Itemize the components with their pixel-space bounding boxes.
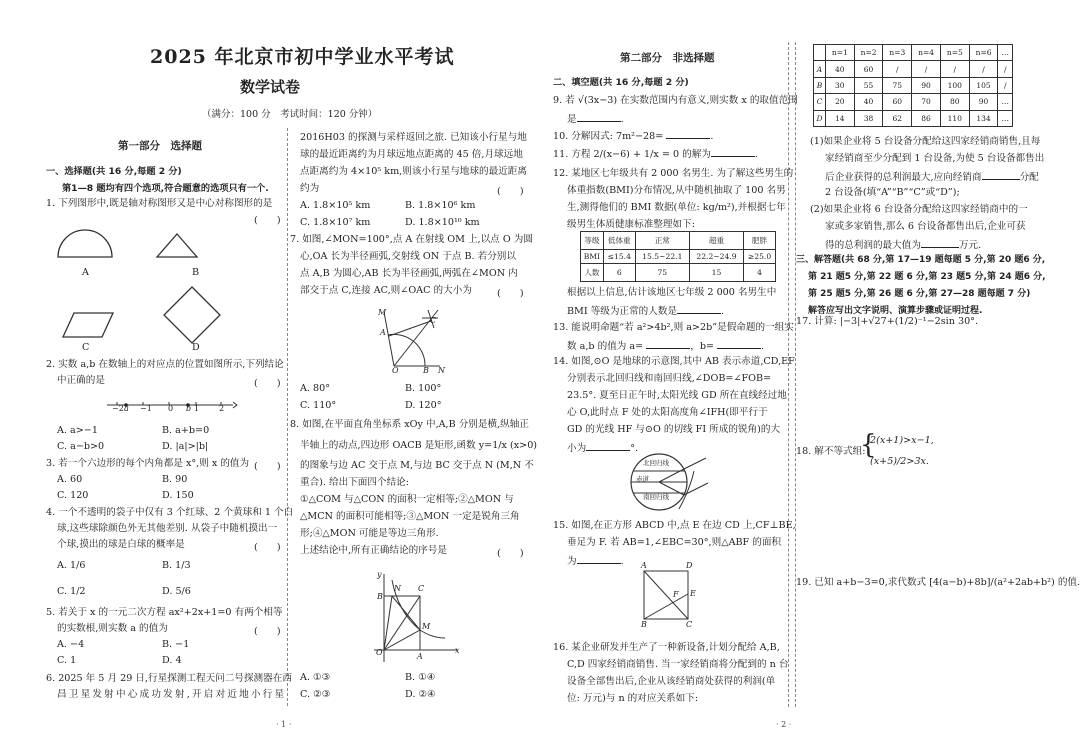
q19-answer-area[interactable]	[796, 598, 1066, 698]
q16-2-line1: (2)如果企业将 6 台设备分配给这四家经销商中的一	[810, 204, 1028, 215]
q14-stem-line2: 分别表示北回归线和南回归线,∠DOB=∠FOB=	[567, 373, 772, 384]
exam-subtitle: 数学试卷	[240, 78, 301, 96]
q5-stem-line1: 5. 若关于 x 的一元二次方程 ax²+2x+1=0 有两个相等	[46, 607, 283, 618]
q9-answer-blank[interactable]	[577, 112, 621, 122]
profit-cell: 70	[912, 94, 941, 110]
bmi-table-header	[581, 232, 776, 250]
q8-stem-line5: ①△COM 与△CON 的面积一定相等;②△MON 与	[300, 494, 514, 505]
section1-instruction: 第1—8 题均有四个选项,符合题意的选项只有一个.	[62, 183, 269, 194]
q12-after-line1: 根据以上信息,估计该地区七年级 2 000 名男生中	[567, 287, 777, 298]
question-11: 11. 方程 2/(x−6) + 1/x = 0 的解为 .	[553, 149, 758, 160]
q11-answer-blank[interactable]	[711, 147, 755, 157]
profit-cell: 75	[883, 77, 912, 93]
q14-label: 小为	[567, 443, 587, 454]
q9-label: 是	[567, 114, 577, 125]
q7-fig-label-m: M	[378, 308, 387, 317]
q8-stem-line3: 的图象与边 AC 交于点 M,与边 BC 交于点 N (M,N 不	[300, 460, 534, 471]
q6-option-c[interactable]: C. 1.8×10⁷ km	[300, 217, 371, 228]
q2-stem-line2: 中正确的是	[57, 375, 105, 386]
profit-cell: /	[940, 61, 969, 77]
q7-stem-line1: 7. 如图,∠MON=100°,点 A 在射线 OM 上,以点 O 为圆	[290, 234, 533, 245]
q15-label: 为	[567, 556, 577, 567]
q12-after-label: BMI 等级为正常的人数是	[567, 306, 678, 317]
q2-option-a[interactable]: A. a>−1	[57, 425, 98, 436]
profit-cell: /	[969, 61, 998, 77]
q8-stem-line7: 形;④△MON 可能是等边三角形.	[300, 528, 439, 539]
q2-answer-paren[interactable]: ( )	[254, 378, 281, 389]
section3-line1: 三、解答题(共 68 分,第 17—19 题每题 5 分,第 20 题6 分,	[796, 255, 1046, 265]
profit-table	[813, 44, 1013, 127]
q6-stem-line5: 点距离约为 4×10⁵ km,则该小行星与地球的最近距离	[300, 166, 527, 177]
bmi-cell: ≥25.0	[744, 249, 776, 264]
question-17: 17. 计算: |−3|+√27+(1/2)⁻¹−2sin 30°.	[796, 316, 979, 327]
q15-answer-blank[interactable]	[577, 554, 621, 564]
q5-option-b[interactable]: B. −1	[162, 639, 190, 650]
q16-2-label-after: 万元.	[958, 240, 982, 251]
q15-fig-label-b: B	[641, 620, 647, 629]
bmi-cell: 人数	[581, 264, 604, 282]
q16-1-line1: (1)如果企业将 5 台设备分配给这四家经销商销售,且每	[810, 136, 1041, 147]
profit-table-row	[814, 61, 1013, 77]
profit-cell: C	[814, 94, 826, 110]
q3-option-b[interactable]: B. 90	[162, 474, 188, 485]
q16-1-line3	[825, 170, 1039, 184]
q12-stem-line4: 级男生体质健康标准整理如下:	[567, 219, 695, 230]
profit-cell: D	[814, 110, 826, 126]
bmi-table-row	[581, 264, 776, 282]
profit-cell: 105	[969, 77, 998, 93]
q7-fig-label-b: B	[423, 366, 429, 375]
bmi-cell: 15	[689, 264, 743, 282]
q5-option-a[interactable]: A. −4	[57, 639, 85, 650]
q15-fig-label-c: C	[686, 620, 693, 629]
q1-stem: 1. 下列图形中,既是轴对称图形又是中心对称图形的是	[46, 198, 273, 209]
column-divider-2	[788, 42, 789, 707]
q15-stem-line1: 15. 如图,在正方形 ABCD 中,点 E 在边 CD 上,CF⊥BE,	[553, 520, 796, 531]
profit-cell: 86	[912, 110, 941, 126]
profit-header-cell: n=4	[912, 45, 941, 61]
q15-fig-label-d: D	[686, 561, 693, 570]
q9-stem-line1: 9. 若 √(3x−3) 在实数范围内有意义,则实数 x 的取值范围	[553, 95, 798, 106]
q3-answer-paren[interactable]: ( )	[254, 461, 281, 472]
q2-axis-label-neg2: −2	[112, 404, 124, 413]
profit-cell: 30	[825, 77, 854, 93]
profit-cell: 60	[854, 61, 883, 77]
q14-stem-line4: 心 O,此时点 F 处的太阳高度角∠IFH(即平行于	[567, 407, 768, 418]
q8-answer-paren[interactable]: ( )	[497, 548, 524, 559]
profit-table-row	[814, 77, 1013, 93]
q16-2-line3	[825, 238, 981, 252]
q18-label: 18. 解不等式组:	[796, 446, 866, 457]
q9-stem-line2: 是 .	[567, 114, 624, 125]
q12-after-line2: BMI 等级为正常的人数是 .	[567, 306, 725, 317]
profit-cell: 14	[825, 110, 854, 126]
q14-stem-line3: 23.5°. 夏至日正午时,太阳光线 GD 所在直线经过地	[567, 390, 787, 401]
q3-stem: 3. 若一个六边形的每个内角都是 x°,则 x 的值为	[46, 458, 250, 469]
q8-stem-line6: △MCN 的面积可能相等;③△MON 一定是锐角三角	[300, 511, 520, 522]
q1-answer-paren[interactable]: ( )	[254, 215, 281, 226]
q16-stem-line2: C,D 四家经销商销售. 当一家经销商将分配到的 n 台	[567, 659, 789, 670]
q16-2-line2: 家或多家销售,那么 6 台设备都售出后,企业可获	[825, 221, 1026, 232]
q2-axis-label-0: 0	[168, 404, 174, 413]
q6-answer-paren[interactable]: ( )	[497, 186, 524, 197]
bmi-cell: 4	[744, 264, 776, 282]
profit-cell: B	[814, 77, 826, 93]
q4-option-c[interactable]: C. 1/2	[57, 586, 86, 597]
part2-heading: 第二部分 非选择题	[620, 52, 715, 64]
q14-equator-label: 赤道	[636, 475, 649, 483]
section3-line4: 解答应写出文字说明、演算步骤或证明过程.	[808, 306, 983, 316]
q16-1-line4: 2 台设备(填“A”“B”“C”或“D”);	[825, 187, 960, 198]
q14-stem-line6: 小为 °.	[567, 443, 639, 454]
profit-cell: 38	[854, 110, 883, 126]
bmi-header-cell: 肥胖	[744, 232, 776, 250]
q6-stem-line1: 6. 2025 年 5 月 29 日,行星探测工程天问二号探测器在西	[46, 673, 292, 684]
profit-table-header	[814, 45, 1013, 61]
q8-fig-label-o: O	[376, 648, 383, 657]
q6-stem-line4: 球的最近距离约为月球远地点距离的 45 倍,月球远地	[300, 149, 523, 160]
profit-cell: 134	[969, 110, 998, 126]
profit-cell: 90	[969, 94, 998, 110]
q18-inequality-1: 2(x+1)>x−1,	[870, 435, 934, 446]
profit-cell: 90	[912, 77, 941, 93]
q6-stem-line2: 昌卫星发射中心成功发射,开启对近地小行星	[57, 689, 287, 700]
q15-stem-line2: 垂足为 F. 若 AB=1,∠EBC=30°,则△ABF 的面积	[567, 537, 782, 548]
profit-cell: /	[912, 61, 941, 77]
q10-stem: 10. 分解因式: 7m²−28=	[553, 131, 664, 142]
q4-stem-line1: 4. 一个不透明的袋子中仅有 3 个红球、2 个黄球和 1 个白	[46, 507, 294, 518]
profit-header-cell: n=5	[940, 45, 969, 61]
q7-stem-line2: 心,OA 长为半径画弧,交射线 ON 于点 B. 若分别以	[300, 251, 516, 262]
q16-stem-line4: 位: 万元)与 n 的对应关系如下:	[567, 693, 699, 704]
q2-axis-label-b: b	[186, 404, 192, 413]
bmi-cell: 6	[603, 264, 635, 282]
q1-fig-label-c: C	[82, 342, 90, 353]
q13-a-blank[interactable]	[646, 339, 690, 349]
q4-option-d[interactable]: D. 5/6	[162, 586, 191, 597]
bmi-cell: 15.5~22.1	[635, 249, 689, 264]
q7-fig-label-n: N	[438, 366, 445, 375]
q8-fig-label-y: y	[377, 570, 382, 579]
q1-fig-label-a: A	[82, 267, 89, 278]
q16-1-label: 后企业获得的总利润最大,应向经销商	[825, 172, 982, 183]
q8-fig-label-m: M	[422, 622, 431, 631]
q6-option-d[interactable]: D. 1.8×10¹⁰ km	[405, 217, 480, 228]
q5-answer-paren[interactable]: ( )	[254, 626, 281, 637]
q6-stem-line6: 约为	[300, 183, 320, 194]
q2-axis-label-neg1: −1	[140, 404, 152, 413]
q18-answer-area[interactable]	[796, 475, 1066, 570]
profit-table-row	[814, 110, 1013, 126]
q7-stem-line4: 部交于点 C,连接 AC,则∠OAC 的大小为	[300, 285, 472, 296]
q18-inequality-2: (x+5)/2>3x.	[870, 456, 929, 467]
q3-option-c[interactable]: C. 120	[57, 490, 89, 501]
q8-stem-line1: 8. 如图,在平面直角坐标系 xOy 中,A,B 分别是横,纵轴正	[290, 419, 529, 430]
profit-cell: 80	[940, 94, 969, 110]
bmi-cell: 75	[635, 264, 689, 282]
q8-option-b[interactable]: B. ①④	[405, 672, 436, 683]
q5-stem-line2: 的实数根,则实数 a 的值为	[57, 623, 168, 634]
q2-axis-label-a: a	[124, 404, 129, 413]
q15-stem-line3: 为 .	[567, 556, 624, 567]
section2-heading: 二、填空题(共 16 分,每题 2 分)	[553, 77, 689, 88]
q10-answer-blank[interactable]	[666, 129, 710, 139]
bmi-header-cell: 正常	[635, 232, 689, 250]
q14-south-tropic-label: 南回归线	[643, 493, 669, 501]
q8-option-a[interactable]: A. ①③	[300, 672, 331, 683]
q7-option-a[interactable]: A. 80°	[300, 383, 331, 394]
q16-1-label-after: 分配	[1019, 172, 1039, 183]
q2-axis-label-1: 1	[194, 404, 200, 413]
q15-fig-label-e: E	[690, 589, 696, 598]
q11-stem: 11. 方程 2/(x−6) + 1/x = 0 的解为	[553, 149, 711, 160]
question-19: 19. 已知 a+b−3=0,求代数式 [4(a−b)+8b]/(a²+2ab+b²) 的值.	[796, 577, 1080, 588]
q12-stem-line2: 体重指数(BMI)分布情况,从中随机抽取了 100 名男	[567, 185, 786, 196]
q7-stem-line3: 点 A,B 为圆心,AB 长为半径画弧,两弧在∠MON 内	[300, 268, 518, 279]
q2-axis-label-2: 2	[219, 404, 225, 413]
q8-stem-line8: 上述结论中,所有正确结论的序号是	[300, 545, 447, 556]
section3-line3: 第 25 题5 分,第 26 题 6 分,第 27—28 题每题 7 分)	[808, 289, 1031, 299]
q8-figure	[370, 572, 460, 662]
q1-fig-label-b: B	[192, 267, 200, 278]
bmi-header-cell: 等级	[581, 232, 604, 250]
page-number-1: · 1 ·	[276, 720, 292, 729]
q8-stem-line4: 重合). 给出下面四个结论:	[300, 477, 410, 488]
bmi-cell: BMI	[581, 249, 604, 264]
q12-answer-blank[interactable]	[677, 304, 721, 314]
bmi-cell: ≤15.4	[603, 249, 635, 264]
bmi-table	[580, 231, 776, 282]
profit-header-cell: …	[998, 45, 1013, 61]
profit-cell: 40	[825, 61, 854, 77]
q16-stem-line3: 设备全部售出后,企业从该经销商处获得的利润(单	[567, 676, 776, 687]
q2-option-c[interactable]: C. a−b>0	[57, 441, 105, 452]
q12-stem-line1: 12. 某地区七年级共有 2 000 名男生. 为了解这些男生的	[553, 168, 794, 179]
profit-cell: 100	[940, 77, 969, 93]
q7-fig-label-c: C	[430, 316, 437, 325]
q8-fig-label-a: A	[417, 652, 423, 661]
q4-option-b[interactable]: B. 1/3	[162, 560, 191, 571]
profit-cell: 62	[883, 110, 912, 126]
section1-heading: 一、选择题(共 16 分,每题 2 分)	[46, 166, 182, 177]
q7-fig-label-a: A	[380, 328, 386, 337]
q4-option-a[interactable]: A. 1/6	[57, 560, 86, 571]
q6-stem-line3: 2016H03 的探测与采样返回之旅. 已知该小行星与地	[300, 132, 527, 143]
q1-fig-label-d: D	[192, 342, 200, 353]
exam-title: 2025 年北京市初中学业水平考试	[150, 46, 455, 68]
q8-fig-label-b: B	[377, 592, 383, 601]
q8-option-d[interactable]: D. ②④	[405, 689, 436, 700]
q14-north-tropic-label: 北回归线	[643, 459, 669, 467]
profit-header-cell: n=2	[854, 45, 883, 61]
bmi-cell: 22.2~24.9	[689, 249, 743, 264]
q14-stem-line5: GD 的光线 HF 与⊙O 的切线 FI 所成的锐角)的大	[567, 424, 781, 435]
column-divider-1	[287, 128, 288, 706]
q4-stem-line2: 球,这些球除颜色外无其他差别. 从袋子中随机摸出一	[57, 523, 278, 534]
q18-brace: {	[860, 430, 877, 460]
profit-cell: 20	[825, 94, 854, 110]
q7-fig-label-o: O	[392, 366, 399, 375]
profit-cell: A	[814, 61, 826, 77]
q2-option-b[interactable]: B. a+b=0	[162, 425, 210, 436]
question-10: 10. 分解因式: 7m²−28= .	[553, 131, 714, 142]
profit-table-row	[814, 94, 1013, 110]
profit-cell: …	[998, 94, 1013, 110]
profit-cell: 40	[854, 94, 883, 110]
q8-stem-line2: 半轴上的动点,四边形 OACB 是矩形,函数 y=1/x (x>0)	[300, 440, 538, 451]
profit-cell: 60	[883, 94, 912, 110]
q16-1-answer-blank[interactable]	[982, 170, 1020, 180]
profit-header-cell	[814, 45, 826, 61]
profit-cell: /	[883, 61, 912, 77]
q8-fig-label-c: C	[418, 584, 425, 593]
section3-line2: 第 21 题5 分,第 22 题 6 分,第 23 题5 分,第 24 题6 分,	[808, 272, 1046, 282]
q8-fig-label-x: x	[455, 646, 460, 655]
q13-stem-line1: 13. 能说明命题“若 a²>4b²,则 a>2b”是假命题的一组实	[553, 322, 794, 333]
q7-option-c[interactable]: C. 110°	[300, 400, 337, 411]
q2-option-d[interactable]: D. |a|>|b|	[162, 441, 209, 452]
profit-header-cell: n=3	[883, 45, 912, 61]
q15-fig-label-a: A	[641, 561, 647, 570]
q12-stem-line3: 生,测得他们的 BMI 数据(单位: kg/m²),并根据七年	[567, 202, 786, 213]
q1-figures	[40, 225, 280, 345]
q7-option-d[interactable]: D. 120°	[405, 400, 442, 411]
q14-stem-line1: 14. 如图,⊙O 是地球的示意图,其中 AB 表示赤道,CD,EF	[553, 356, 795, 367]
profit-cell: …	[998, 110, 1013, 126]
q17-answer-area[interactable]	[796, 335, 1066, 435]
q8-fig-label-n: N	[394, 584, 401, 593]
profit-cell: /	[998, 77, 1013, 93]
exam-meta: （满分：100 分 考试时间：120 分钟）	[202, 109, 378, 120]
q13-stem-line2: 数 a,b 的值为 a= ，b= .	[567, 341, 765, 352]
profit-cell: 110	[940, 110, 969, 126]
q13-b-label: ，b=	[690, 341, 715, 352]
part1-heading: 第一部分 选择题	[118, 140, 202, 152]
q4-stem-line3: 个球,摸出的球是白球的概率是	[57, 539, 185, 550]
page-number-2: · 2 ·	[776, 720, 792, 729]
q16-2-label: 得的总利润的最大值为	[825, 240, 921, 251]
q8-option-c[interactable]: C. ②③	[300, 689, 331, 700]
bmi-table-row	[581, 249, 776, 264]
bmi-header-cell: 超重	[689, 232, 743, 250]
q4-answer-paren[interactable]: ( )	[254, 542, 281, 553]
profit-cell: /	[998, 61, 1013, 77]
q5-option-c[interactable]: C. 1	[57, 655, 77, 666]
q3-option-a[interactable]: A. 60	[57, 474, 83, 485]
q5-option-d[interactable]: D. 4	[162, 655, 182, 666]
profit-header-cell: n=1	[825, 45, 854, 61]
q7-figure	[378, 308, 458, 378]
q6-option-a[interactable]: A. 1.8×10⁵ km	[300, 200, 371, 211]
q16-2-answer-blank[interactable]	[921, 238, 959, 248]
q16-stem-line1: 16. 某企业研发并生产了一种新设备,计划分配给 A,B,	[553, 642, 780, 653]
q3-option-d[interactable]: D. 150	[162, 490, 194, 501]
q15-fig-label-f: F	[673, 590, 679, 599]
q6-option-b[interactable]: B. 1.8×10⁶ km	[405, 200, 476, 211]
profit-header-cell: n=6	[969, 45, 998, 61]
q13-a-label: 数 a,b 的值为 a=	[567, 341, 644, 352]
q7-answer-paren[interactable]: ( )	[497, 288, 524, 299]
q16-1-line2: 家经销商至少分配到 1 台设备,为使 5 台设备都售出	[825, 153, 1045, 164]
bmi-header-cell: 低体重	[603, 232, 635, 250]
q2-stem-line1: 2. 实数 a,b 在数轴上的对应点的位置如图所示,下列结论	[46, 359, 284, 370]
profit-cell: 55	[854, 77, 883, 93]
q13-b-blank[interactable]	[717, 339, 761, 349]
q7-option-b[interactable]: B. 100°	[405, 383, 442, 394]
